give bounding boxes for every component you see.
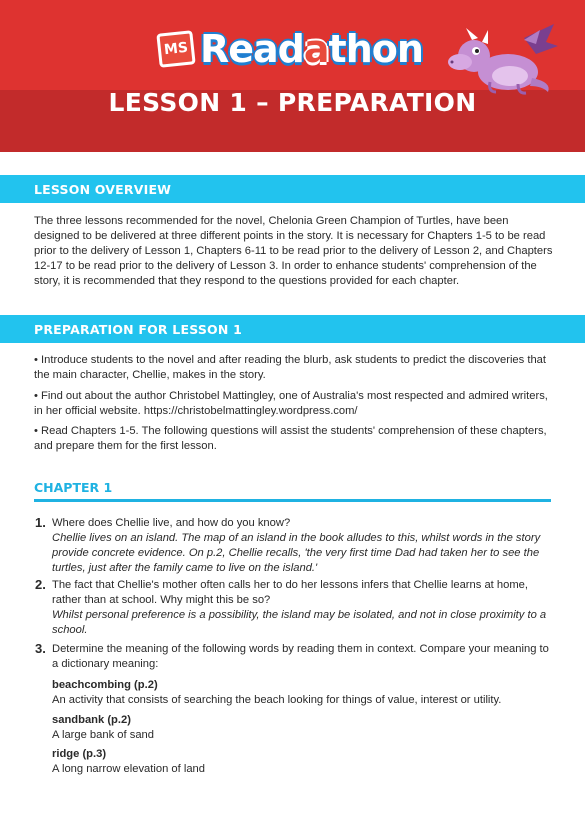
question-1-text: Where does Chellie live, and how do you know? — [52, 517, 291, 529]
chapter-divider — [34, 499, 551, 502]
chapter-title: CHAPTER 1 — [34, 480, 113, 495]
question-2-text: The fact that Chellie's mother often calls her to do her lessons infers that Chellie learns at home, rather than at school. Why might this be so? — [52, 579, 528, 606]
preparation-heading-band — [0, 315, 585, 343]
term-definition: A large bank of sand — [52, 729, 155, 741]
question-1 — [52, 516, 552, 576]
question-2-number: 2. — [35, 577, 46, 592]
dragon-mascot-icon — [432, 20, 562, 98]
term-word: ridge (p.3) — [52, 748, 107, 760]
page-title: LESSON 1 – PREPARATION — [108, 88, 477, 117]
term-entry — [52, 747, 552, 777]
lesson-overview-text: The three lessons recommended for the novel, Chelonia Green Champion of Turtles, have been designed to be delivered at three different points in the story. It is necessary for Chapters 1-5 to be read prior to the delivery of Lesson 1, Chapters 6-11 to be read prior to the delivery of Lesson 2, and Chapters 12-17 to be read prior to the delivery of Lesson 3. In order to enhance students' comprehension of the story, it is recommended that they respond to the questions provided for each chapter. — [34, 215, 553, 287]
term-word: beachcombing (p.2) — [52, 679, 158, 691]
term-definition: A long narrow elevation of land — [52, 763, 205, 775]
question-1-number: 1. — [35, 515, 46, 530]
term-word: sandbank (p.2) — [52, 714, 131, 726]
question-2-answer: Whilst personal preference is a possibility, the island may be isolated, and not in close proximity to a school. — [52, 609, 547, 636]
preparation-heading: PREPARATION FOR LESSON 1 — [34, 322, 242, 337]
term-entry — [52, 713, 552, 743]
question-3-text: Determine the meaning of the following words by reading them in context. Compare your meaning to a dictionary meaning: — [52, 643, 549, 670]
page-header — [0, 0, 585, 152]
question-1-answer: Chellie lives on an island. The map of an island in the book alludes to this, whilst words in the story provide concrete evidence. On p.2, Chellie recalls, 'the very first time Dad had taken her to see the turtles, just after the family came to live on the island.' — [52, 532, 541, 574]
term-definition: An activity that consists of searching the beach looking for things of value, interest or utility. — [52, 694, 502, 706]
lesson-overview-heading-band — [0, 175, 585, 203]
prep-bullet-2: • Find out about the author Christobel Mattingley, one of Australia's most respected and admired writers, in her official website. https://christobelmattingley.wordpress.com/ — [34, 390, 548, 417]
question-2 — [52, 578, 552, 638]
lesson-overview-heading: LESSON OVERVIEW — [34, 182, 172, 197]
logo-wordmark: Readathon — [200, 27, 423, 71]
logo-badge: MS — [156, 30, 195, 68]
question-3 — [52, 642, 552, 672]
question-3-number: 3. — [35, 641, 46, 656]
term-entry — [52, 678, 552, 708]
prep-bullet-1: • Introduce students to the novel and after reading the blurb, ask students to predict the discoveries that the main character, Chellie, makes in the story. — [34, 354, 547, 381]
prep-bullet-3: • Read Chapters 1-5. The following questions will assist the students' comprehension of these chapters, and prepare them for the first lesson. — [34, 425, 547, 452]
